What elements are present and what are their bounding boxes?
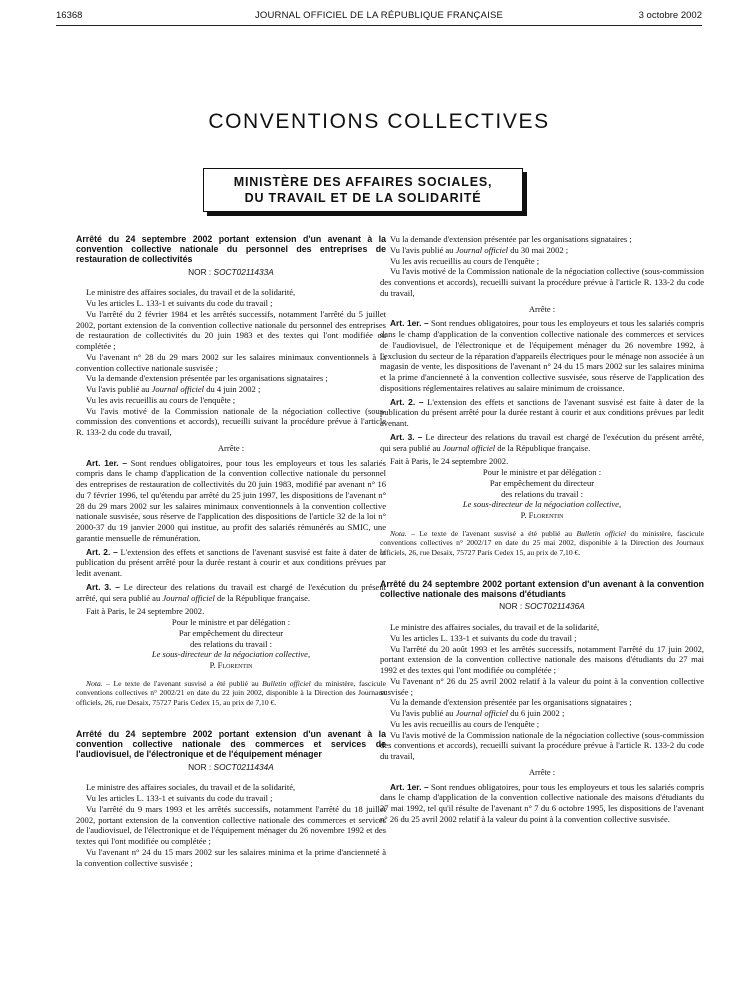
paragraph: Vu l'avis motivé de la Commission nationale de la négociation collective (sous-commission des conventions et accords), recueilli suivant la procédure prévue à l'article R. 133-2 du code du travail,	[76, 405, 386, 438]
paragraph: Vu l'avis publié au Journal officiel du 30 mai 2002 ;	[390, 244, 569, 255]
signature-line: des relations du travail :	[500, 488, 584, 499]
article-3: Art. 3. – Le directeur des relations du travail est chargé de l'exécution du présent arrêté, qui sera publié au Journal officiel de la République française.	[76, 581, 386, 603]
signature-line: Par empêchement du directeur	[178, 627, 284, 638]
signature-date: Fait à Paris, le 24 septembre 2002.	[86, 606, 205, 617]
arrete-heading: Arrête :	[217, 442, 245, 453]
header-rule	[56, 25, 702, 26]
paragraph: Vu les articles L. 133-1 et suivants du code du travail ;	[86, 298, 273, 309]
decree-title: Arrêté du 24 septembre 2002 portant extension d'un avenant à la convention collective nationale des commerces et services de l'audiovisuel, de l'électronique et de l'équipement ménager	[76, 729, 386, 760]
paragraph: Vu la demande d'extension présentée par les organisations signataires ;	[390, 234, 632, 244]
signature-line: Pour le ministre et par délégation :	[171, 617, 291, 628]
article-1: Art. 1er. – Sont rendues obligatoires, pour tous les employeurs et tous les salariés compris dans le champ d'application de la convention collective nationale du personnel des entreprises de restauration de collectivités du 20 juin 1983, modifié par avenant n° 16 du 7 février 1996, tel qu'étendu par arrêté du 25 juin 1997, les dispositions de l'avenant n° 28 du 29 mars 2002 sur les salaires minimaux conventionnels à la convention collective nationale susvisée, sous réserve de l'application des dispositions de l'article 32 de la loi n° 2000-37 du 19 janvier 2000 qui institue, au profit des salariés rémunérés au SMIC, une garantie mensuelle de rémunération.	[76, 457, 386, 543]
paragraph: Vu l'avenant n° 28 du 29 mars 2002 sur les salaires minimaux conventionnels à la convention collective nationale susvisée ;	[76, 351, 386, 373]
decree-title: Arrêté du 24 septembre 2002 portant extension d'un avenant à la convention collective nationale des maisons d'étudiants	[380, 578, 704, 600]
signature-date: Fait à Paris, le 24 septembre 2002.	[390, 456, 509, 467]
paragraph: Vu la demande d'extension présentée par les organisations signataires ;	[390, 697, 632, 708]
paragraph: Vu l'avenant n° 26 du 25 avril 2002 relatif à la valeur du point à la convention collective susvisée ;	[380, 675, 704, 697]
signature-line: Par empêchement du directeur	[489, 477, 595, 488]
paragraph: Vu l'arrêté du 20 août 1993 et les arrêtés successifs, notamment l'arrêté du 17 juin 2002, portant extension de la convention collective nationale des maisons d'étudiants du 27 mai 1992 et des textes qui l'ont modifiée ou complétée ;	[380, 643, 704, 676]
paragraph: Le ministre des affaires sociales, du travail et de la solidarité,	[390, 622, 600, 633]
article-1: Art. 1er. – Sont rendues obligatoires, pour tous les employeurs et tous les salariés compris dans le champ d'application de la convention collective nationale des maisons d'étudiants du 27 mai 1992, tel qu'il résulte de l'avenant n° 7 du 6 octobre 1995, les dispositions de l'avenant n° 26 du 25 avril 2002 relatif à la valeur du point à la convention collective susvisée.	[380, 781, 704, 824]
page-number: 16368	[56, 10, 83, 21]
right-column	[380, 234, 704, 825]
paragraph: Vu l'avis motivé de la Commission nationale de la négociation collective (sous-commission des conventions et accords), recueilli suivant la procédure prévue à l'article R. 133-2 du code du travail,	[380, 729, 704, 762]
paragraph: Vu l'arrêté du 9 mars 1993 et les arrêtés successifs, notamment l'arrêté du 18 juillet 2002, portant extension de la convention collective nationale des commerces et services de l'audiovisuel, de l'électronique et de l'équipement ménager du 26 novembre 1992 et des textes qui l'ont modifiée ou complétée ;	[76, 803, 386, 847]
paragraph: Vu les avis recueillis au cours de l'enquête ;	[390, 718, 540, 729]
left-column	[76, 234, 386, 868]
signatory-name: P. Florentin	[209, 660, 253, 671]
signature-line: Le sous-directeur de la négociation collective,	[462, 499, 622, 510]
signature-line: des relations du travail :	[189, 638, 273, 649]
paragraph: Vu l'avis publié au Journal officiel du 6 juin 2002 ;	[390, 708, 565, 719]
nor-reference: NOR : SOCT0211434A	[188, 761, 274, 772]
paragraph: Vu l'avis motivé de la Commission nationale de la négociation collective (sous-commission des conventions et accords), recueilli suivant la procédure prévue à l'article R. 133-2 du code du travail,	[380, 266, 704, 298]
arrete-heading: Arrête :	[528, 766, 556, 777]
article-2: Art. 2. – L'extension des effets et sanctions de l'avenant susvisé est faite à dater de la publication du présent arrêté pour la durée restant à courir et aux conditions prévues par ledit avenant.	[76, 546, 386, 579]
article-1: Art. 1er. – Sont rendues obligatoires, pour tous les employeurs et tous les salariés compris dans le champ d'application de la convention collective nationale des commerces et services de l'audiovisuel, de l'électronique et de l'équipement ménager du 26 novembre 1992, à l'exclusion du secteur de la réparation d'appareils électriques pour le ménage non associée à un magasin de vente, les dispositions de l'avenant n° 24 du 15 mars 2002 sur les salaires minima et la prime d'ancienneté à la convention collective susvisée, sous réserve de l'application des dispositions réglementaires relatives au salaire minimum de croissance.	[380, 318, 704, 393]
arrete-heading: Arrête :	[528, 303, 556, 314]
nor-reference: NOR : SOCT0211433A	[188, 266, 274, 277]
ministry-box	[203, 168, 523, 212]
signature-line: Pour le ministre et par délégation :	[482, 467, 602, 477]
nor-reference: NOR : SOCT0211436A	[499, 601, 585, 612]
journal-title: JOURNAL OFFICIEL DE LA RÉPUBLIQUE FRANÇAISE	[254, 10, 504, 21]
paragraph: Vu les avis recueillis au cours de l'enquête ;	[86, 394, 236, 405]
paragraph: Vu les avis recueillis au cours de l'enquête ;	[390, 255, 540, 266]
article-2: Art. 2. – L'extension des effets et sanctions de l'avenant susvisé est faite à dater de la publication du présent arrêté pour la durée restant à courir et aux conditions prévues par ledit avenant.	[380, 396, 704, 428]
section-title: CONVENTIONS COLLECTIVES	[208, 110, 550, 133]
paragraph: Vu les articles L. 133-1 et suivants du code du travail ;	[86, 793, 273, 804]
decree-title: Arrêté du 24 septembre 2002 portant extension d'un avenant à la convention collective nationale du personnel des entreprises de restauration de collectivités	[76, 234, 386, 265]
page-header	[56, 10, 702, 24]
paragraph: Vu l'avenant n° 24 du 15 mars 2002 sur les salaires minima et la prime d'ancienneté à la convention collective susvisée ;	[76, 846, 386, 868]
article-3: Art. 3. – Le directeur des relations du travail est chargé de l'exécution du présent arrêté, qui sera publié au Journal officiel de la République française.	[380, 431, 704, 453]
paragraph: Le ministre des affaires sociales, du travail et de la solidarité,	[86, 287, 296, 298]
issue-date: 3 octobre 2002	[638, 10, 702, 21]
paragraph: Vu l'arrêté du 2 février 1984 et les arrêtés successifs, notamment l'arrêté du 5 juillet 2002, portant extension de la convention collective nationale du personnel des entreprises de restauration de collectivités du 20 juin 1983 et des textes qui l'ont modifiée ou complétée ;	[76, 308, 386, 352]
paragraph: Vu la demande d'extension présentée par les organisations signataires ;	[86, 373, 328, 384]
nota-note: Nota. – Le texte de l'avenant susvisé a été publié au Bulletin officiel du ministère, fascicule conventions collectives n° 2002/21 en date du 22 juin 2002, disponible à la Direction des Journaux officiels, 26, rue Desaix, 75727 Paris Cedex 15, au prix de 7,10 €.	[76, 678, 386, 707]
paragraph: Vu l'avis publié au Journal officiel du 4 juin 2002 ;	[86, 384, 261, 395]
ministry-line-2: DU TRAVAIL ET DE LA SOLIDARITÉ	[244, 190, 482, 205]
nota-note: Nota. – Le texte de l'avenant susvisé a été publié au Bulletin officiel du ministère, fascicule conventions collectives n° 2002/17 en date du 25 mai 2002, disponible à la Direction des Journaux officiels, 26, rue Desaix, 75727 Paris Cedex 15, au prix de 7,10 €.	[380, 528, 704, 557]
paragraph: Vu les articles L. 133-1 et suivants du code du travail ;	[390, 632, 577, 643]
signature-line: Le sous-directeur de la négociation collective,	[151, 649, 311, 660]
paragraph: Le ministre des affaires sociales, du travail et de la solidarité,	[86, 782, 296, 793]
ministry-line-1: MINISTÈRE DES AFFAIRES SOCIALES,	[233, 175, 493, 189]
signatory-name: P. Florentin	[520, 510, 564, 520]
